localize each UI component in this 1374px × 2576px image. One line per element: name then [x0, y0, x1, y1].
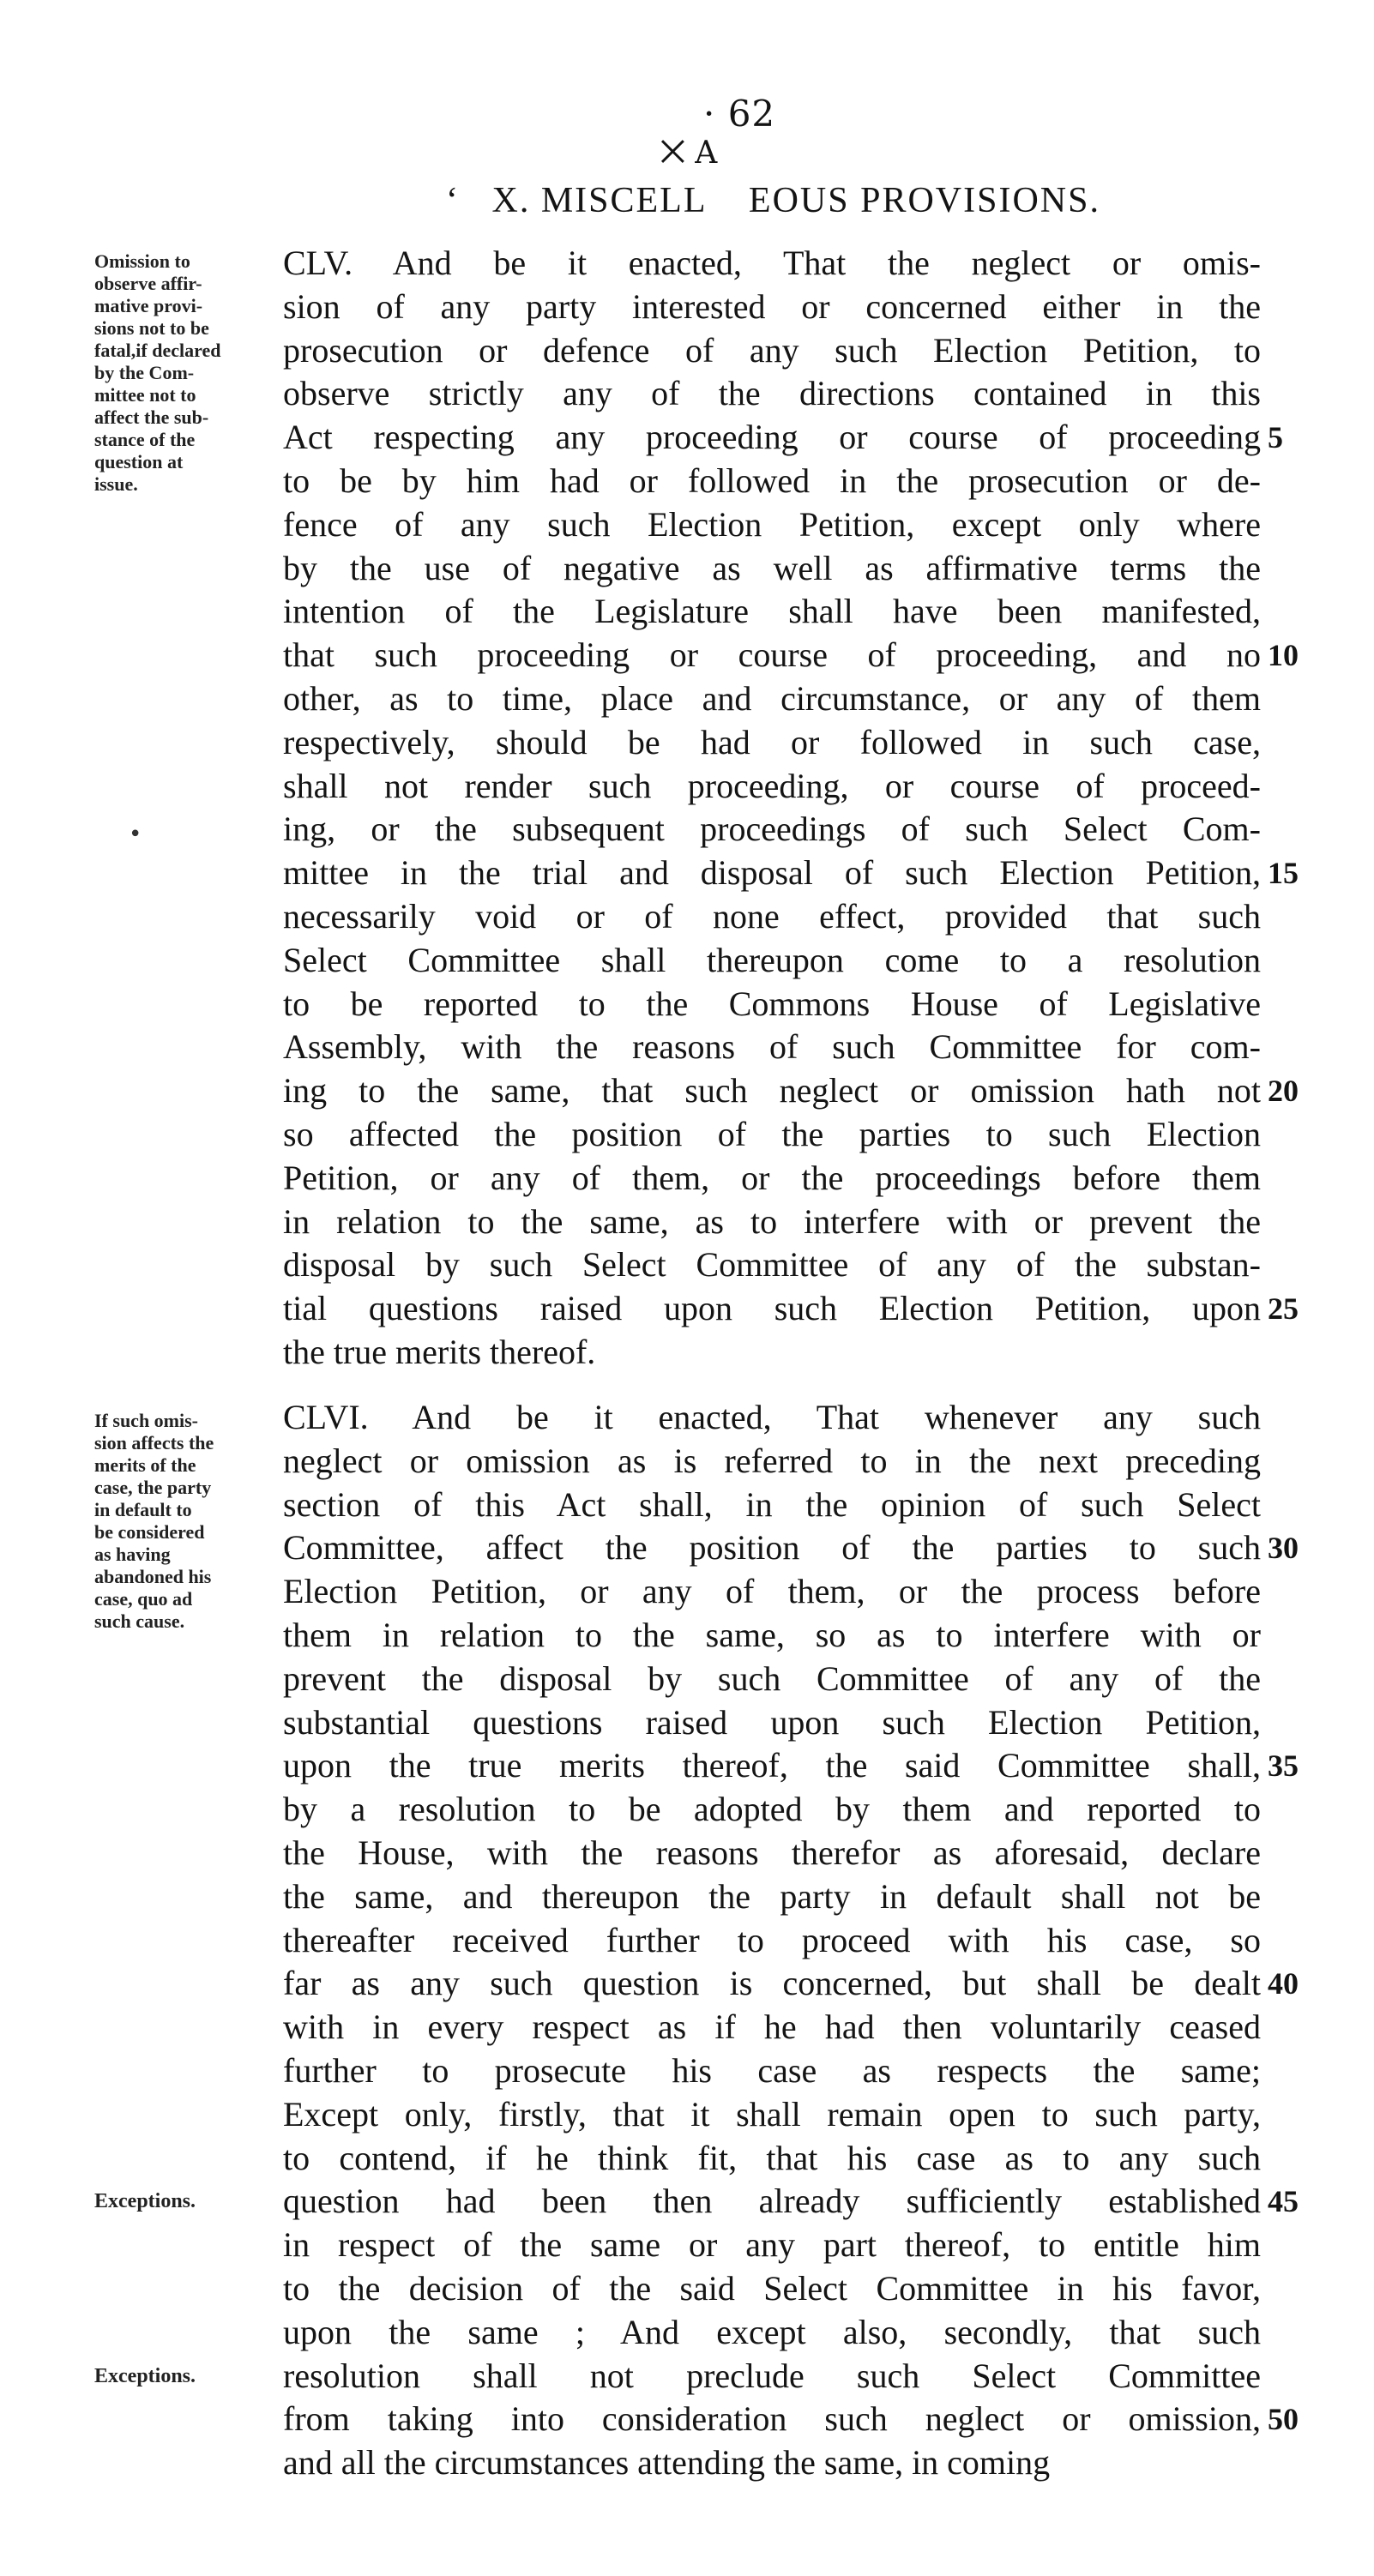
text-line: by the use of negative as well as affirmative terms the — [283, 548, 1261, 587]
text-line: necessarily void or of none effect, provided that such — [283, 896, 1261, 936]
text-line: the House, with the reasons therefor as aforesaid, declare — [283, 1833, 1261, 1872]
text-line: so affected the position of the parties to such Election — [283, 1114, 1261, 1153]
line-number: 35 — [1268, 1748, 1299, 1784]
text-line: neglect or omission as is referred to in the next preceding — [283, 1441, 1261, 1480]
line-number: 10 — [1268, 638, 1299, 673]
text-line: them in relation to the same, so as to interfere with or — [283, 1615, 1261, 1654]
text-line: upon the true merits thereof, the said Committee shall, — [283, 1746, 1261, 1785]
text-line: Select Committee shall thereupon come to a resolution — [283, 940, 1261, 979]
text-line: Petition, or any of them, or the proceedings before them — [283, 1158, 1261, 1197]
text-line: CLV. And be it enacted, That the neglect or omis- — [283, 244, 1261, 282]
text-line: sion of any party interested or concerned either in the — [283, 286, 1261, 326]
stray-bullet: • — [129, 822, 142, 847]
margin-note: Omission to observe affir- mative provi- sions not to be fatal,if declared by the Com- mittee not to affect the sub- stance of the question at issue. — [94, 250, 221, 495]
text-line: further to prosecute his case as respects the same; — [283, 2050, 1261, 2090]
text-line: observe strictly any of the directions contained in this — [283, 374, 1261, 413]
margin-note: If such omis- sion affects the merits of the case, the party in default to be considered as having abandoned his case, quo ad such cause. — [94, 1410, 214, 1632]
text-line: tial questions raised upon such Election Petition, upon — [283, 1289, 1261, 1328]
line-number: 15 — [1268, 856, 1299, 891]
running-header: ‘ X. MISCELL EOUS PROVISIONS. — [446, 181, 1100, 220]
text-line: with in every respect as if he had then voluntarily ceased — [283, 2007, 1261, 2047]
text-line: other, as to time, place and circumstance, or any of them — [283, 678, 1261, 718]
text-line: respectively, should be had or followed in such case, — [283, 722, 1261, 761]
text-line: Committee, affect the position of the parties to such — [283, 1528, 1261, 1568]
text-line: disposal by such Select Committee of any of the substan- — [283, 1245, 1261, 1285]
text-line: to contend, if he think fit, that his case as to any such — [283, 2138, 1261, 2177]
text-line: CLVI. And be it enacted, That whenever any such — [283, 1398, 1261, 1436]
text-line: shall not render such proceeding, or course of proceed- — [283, 766, 1261, 805]
text-line: ing to the same, that such neglect or omission hath not — [283, 1071, 1261, 1110]
section-body — [283, 242, 1261, 1375]
text-line: prevent the disposal by such Committee of any of the — [283, 1658, 1261, 1698]
text-line: from taking into consideration such neglect or omission, — [283, 2399, 1261, 2439]
line-number: 50 — [1268, 2402, 1299, 2437]
text-line: in respect of the same or any part thereof, to entitle him — [283, 2225, 1261, 2265]
text-line: prosecution or defence of any such Election Petition, to — [283, 330, 1261, 370]
text-line: by a resolution to be adopted by them and reported to — [283, 1790, 1261, 1829]
line-number: 40 — [1268, 1966, 1299, 2001]
page-number: · 62 — [703, 93, 776, 135]
text-line: the same, and thereupon the party in default shall not be — [283, 1876, 1261, 1916]
line-number: 30 — [1268, 1531, 1299, 1566]
text-line: Act respecting any proceeding or course of proceeding — [283, 418, 1261, 457]
section-body — [283, 1396, 1261, 2485]
line-number: 5 — [1268, 420, 1283, 455]
text-line: and all the circumstances attending the same, in coming — [283, 2443, 1051, 2483]
text-line: thereafter received further to proceed with his case, so — [283, 1920, 1261, 1959]
text-line: fence of any such Election Petition, except only where — [283, 504, 1261, 544]
text-line: the true merits thereof. — [283, 1332, 596, 1371]
text-line: section of this Act shall, in the opinion of such Select — [283, 1484, 1261, 1524]
text-line: mittee in the trial and disposal of such Election Petition, — [283, 853, 1261, 893]
text-line: in relation to the same, as to interfere with or prevent the — [283, 1201, 1261, 1241]
text-line: to be reported to the Commons House of Legislative — [283, 984, 1261, 1023]
text-line: substantial questions raised upon such Election Petition, — [283, 1702, 1261, 1742]
margin-note-exceptions: Exceptions. — [94, 2364, 196, 2387]
text-line: resolution shall not preclude such Select Committee — [283, 2356, 1261, 2395]
page-mark: ⨉ A — [660, 135, 718, 171]
text-line: Except only, firstly, that it shall remain open to such party, — [283, 2094, 1261, 2134]
margin-note-exceptions: Exceptions. — [94, 2190, 196, 2213]
text-line: Assembly, with the reasons of such Committee for com- — [283, 1027, 1261, 1067]
text-line: question had been then already sufficiently established — [283, 2182, 1261, 2221]
text-line: intention of the Legislature shall have been manifested, — [283, 592, 1261, 631]
text-line: Election Petition, or any of them, or the process before — [283, 1572, 1261, 1611]
text-line: upon the same ; And except also, secondly, that such — [283, 2312, 1261, 2351]
text-line: ing, or the subsequent proceedings of such Select Com- — [283, 810, 1261, 849]
line-number: 25 — [1268, 1291, 1299, 1327]
line-number: 20 — [1268, 1074, 1299, 1109]
text-line: to be by him had or followed in the prosecution or de- — [283, 460, 1261, 500]
text-line: to the decision of the said Select Committee in his favor, — [283, 2268, 1261, 2308]
line-number: 45 — [1268, 2184, 1299, 2219]
text-line: that such proceeding or course of proceeding, and no — [283, 635, 1261, 675]
text-line: far as any such question is concerned, but shall be dealt — [283, 1964, 1261, 2003]
